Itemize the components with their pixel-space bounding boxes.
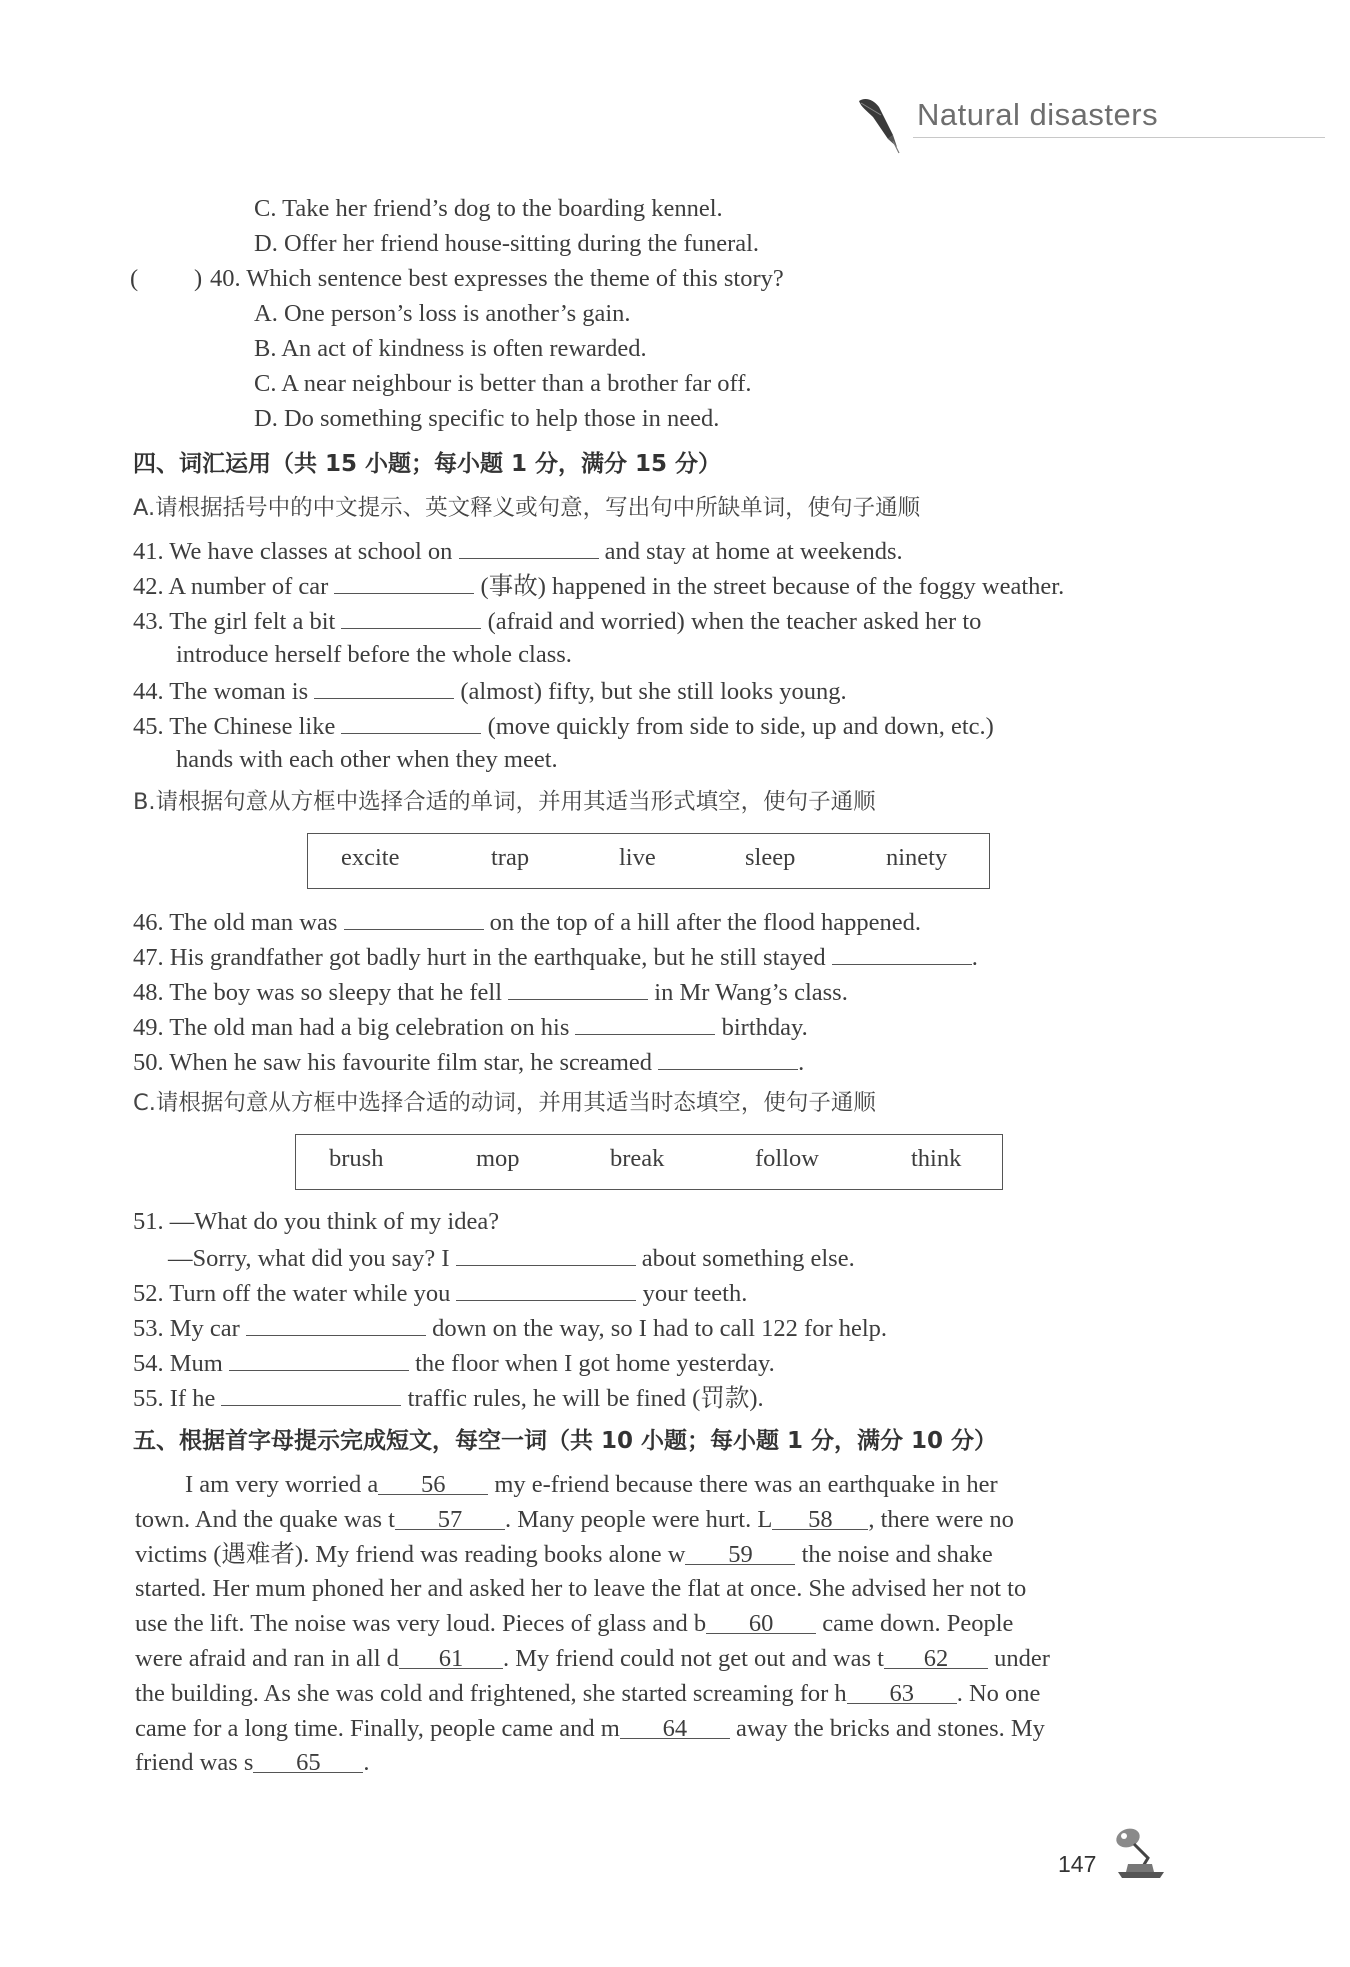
- reading-lamp-icon: [1108, 1824, 1170, 1880]
- word-box-b-item: sleep: [745, 844, 796, 871]
- blank-64[interactable]: 64: [620, 1712, 730, 1739]
- section4-heading: 四、词汇运用（共 15 小题；每小题 1 分，满分 15 分）: [133, 451, 722, 477]
- q49-blank[interactable]: [575, 1010, 715, 1035]
- q48: 48. The boy was so sleepy that he fell in Mr Wang’s class.: [133, 975, 848, 1009]
- q48-blank[interactable]: [508, 975, 648, 1000]
- page-header: [855, 95, 1325, 140]
- blank-56[interactable]: 56: [378, 1468, 488, 1495]
- blank-57[interactable]: 57: [395, 1503, 505, 1530]
- q44-blank[interactable]: [314, 674, 454, 699]
- word-box-b-item: live: [619, 844, 656, 871]
- fountain-pen-icon: [855, 95, 901, 157]
- word-box-c-item: brush: [329, 1145, 384, 1172]
- word-box-c-item: mop: [476, 1145, 520, 1172]
- q54: 54. Mum the floor when I got home yesterday.: [133, 1346, 775, 1380]
- q40-option-b: B. An act of kindness is often rewarded.: [254, 335, 647, 362]
- q51-blank[interactable]: [456, 1241, 636, 1266]
- header-rule: [913, 137, 1325, 138]
- q40-stem: 40. Which sentence best expresses the theme of this story?: [210, 265, 784, 292]
- q41: 41. We have classes at school on and stay at home at weekends.: [133, 534, 903, 568]
- q46-blank[interactable]: [344, 905, 484, 930]
- q40-option-c: C. A near neighbour is better than a brother far off.: [254, 370, 752, 397]
- q44: 44. The woman is (almost) fifty, but she still looks young.: [133, 674, 847, 708]
- q52-blank[interactable]: [456, 1276, 636, 1301]
- page-title: Natural disasters: [917, 97, 1159, 132]
- q40-option-d: D. Do something specific to help those in need.: [254, 405, 720, 432]
- q53: 53. My car down on the way, so I had to call 122 for help.: [133, 1311, 887, 1345]
- word-box-c: [295, 1134, 1003, 1190]
- q52: 52. Turn off the water while you your teeth.: [133, 1276, 747, 1310]
- blank-58[interactable]: 58: [772, 1503, 868, 1530]
- q45-continuation: hands with each other when they meet.: [176, 746, 558, 773]
- q43-blank[interactable]: [341, 604, 481, 629]
- q51: —Sorry, what did you say? I about something else.: [168, 1241, 855, 1275]
- q51-prompt: 51. —What do you think of my idea?: [133, 1208, 500, 1235]
- q47: 47. His grandfather got badly hurt in the earthquake, but he still stayed .: [133, 940, 978, 974]
- blank-61[interactable]: 61: [399, 1642, 503, 1669]
- word-box-b-item: trap: [491, 844, 530, 871]
- q40-option-a: A. One person’s loss is another’s gain.: [254, 300, 631, 327]
- q55: 55. If he traffic rules, he will be fined (罚款).: [133, 1381, 764, 1415]
- section4-part-c-instruction: C.请根据句意从方框中选择合适的动词，并用其适当时态填空，使句子通顺: [133, 1090, 876, 1116]
- q55-blank[interactable]: [221, 1381, 401, 1406]
- blank-60[interactable]: 60: [706, 1607, 816, 1634]
- q45: 45. The Chinese like (move quickly from side to side, up and down, etc.): [133, 709, 994, 743]
- word-box-c-item: think: [911, 1145, 962, 1172]
- page-number: 147: [1058, 1851, 1097, 1877]
- section4-part-b-instruction: B.请根据句意从方框中选择合适的单词，并用其适当形式填空，使句子通顺: [133, 789, 876, 815]
- passage-line-4: started. Her mum phoned her and asked her to leave the flat at once. She advised her not to: [135, 1575, 1027, 1603]
- q43: 43. The girl felt a bit (afraid and worried) when the teacher asked her to: [133, 604, 981, 638]
- word-box-b-item: ninety: [886, 844, 948, 871]
- blank-59[interactable]: 59: [685, 1538, 795, 1565]
- blank-63[interactable]: 63: [847, 1677, 957, 1704]
- q43-continuation: introduce herself before the whole class.: [176, 641, 572, 668]
- q47-blank[interactable]: [832, 940, 972, 965]
- q39-option-c: C. Take her friend’s dog to the boarding kennel.: [254, 195, 723, 222]
- q50: 50. When he saw his favourite film star, he screamed .: [133, 1045, 804, 1079]
- blank-62[interactable]: 62: [884, 1642, 988, 1669]
- word-box-c-item: follow: [755, 1145, 819, 1172]
- word-box-b: [307, 833, 990, 889]
- word-box-c-item: break: [610, 1145, 665, 1172]
- section4-part-a-instruction: A.请根据括号中的中文提示、英文释义或句意，写出句中所缺单词，使句子通顺: [133, 495, 921, 521]
- q41-blank[interactable]: [459, 534, 599, 559]
- q50-blank[interactable]: [658, 1045, 798, 1070]
- q39-option-d: D. Offer her friend house-sitting during the funeral.: [254, 230, 760, 257]
- q45-blank[interactable]: [341, 709, 481, 734]
- q53-blank[interactable]: [246, 1311, 426, 1336]
- q40-paren-open: (: [130, 265, 139, 292]
- q42-blank[interactable]: [334, 569, 474, 594]
- cloze-passage: I am very worried a 56 my e-friend because there was an earthquake in her town. And the quake was t 57 . Many people were hurt. L 58 , there were no victims (遇难者). My friend was reading books alone w 59 the noise and shake started. Her mum phoned her and asked her to leave the flat at once. She advised her not to use the lift. The noise was very loud. Pieces of glass and b 60 came down. People were afraid and ran in all d 61 . My friend could not get out and was t 62 under the building. As she was cold and frightened, she started screaming for h 63 . No one came for a long time. Finally, people came and m 64 away the bricks and stones. My friend was s 65 .: [135, 1468, 1175, 1781]
- q49: 49. The old man had a big celebration on his birthday.: [133, 1010, 808, 1044]
- section5-heading: 五、根据首字母提示完成短文，每空一词（共 10 小题；每小题 1 分，满分 10 分）: [133, 1428, 998, 1454]
- q54-blank[interactable]: [229, 1346, 409, 1371]
- q46: 46. The old man was on the top of a hill after the flood happened.: [133, 905, 921, 939]
- blank-65[interactable]: 65: [253, 1746, 363, 1773]
- q42: 42. A number of car (事故) happened in the street because of the foggy weather.: [133, 569, 1064, 603]
- word-box-b-item: excite: [341, 844, 400, 871]
- q40-paren-close: ): [194, 265, 203, 292]
